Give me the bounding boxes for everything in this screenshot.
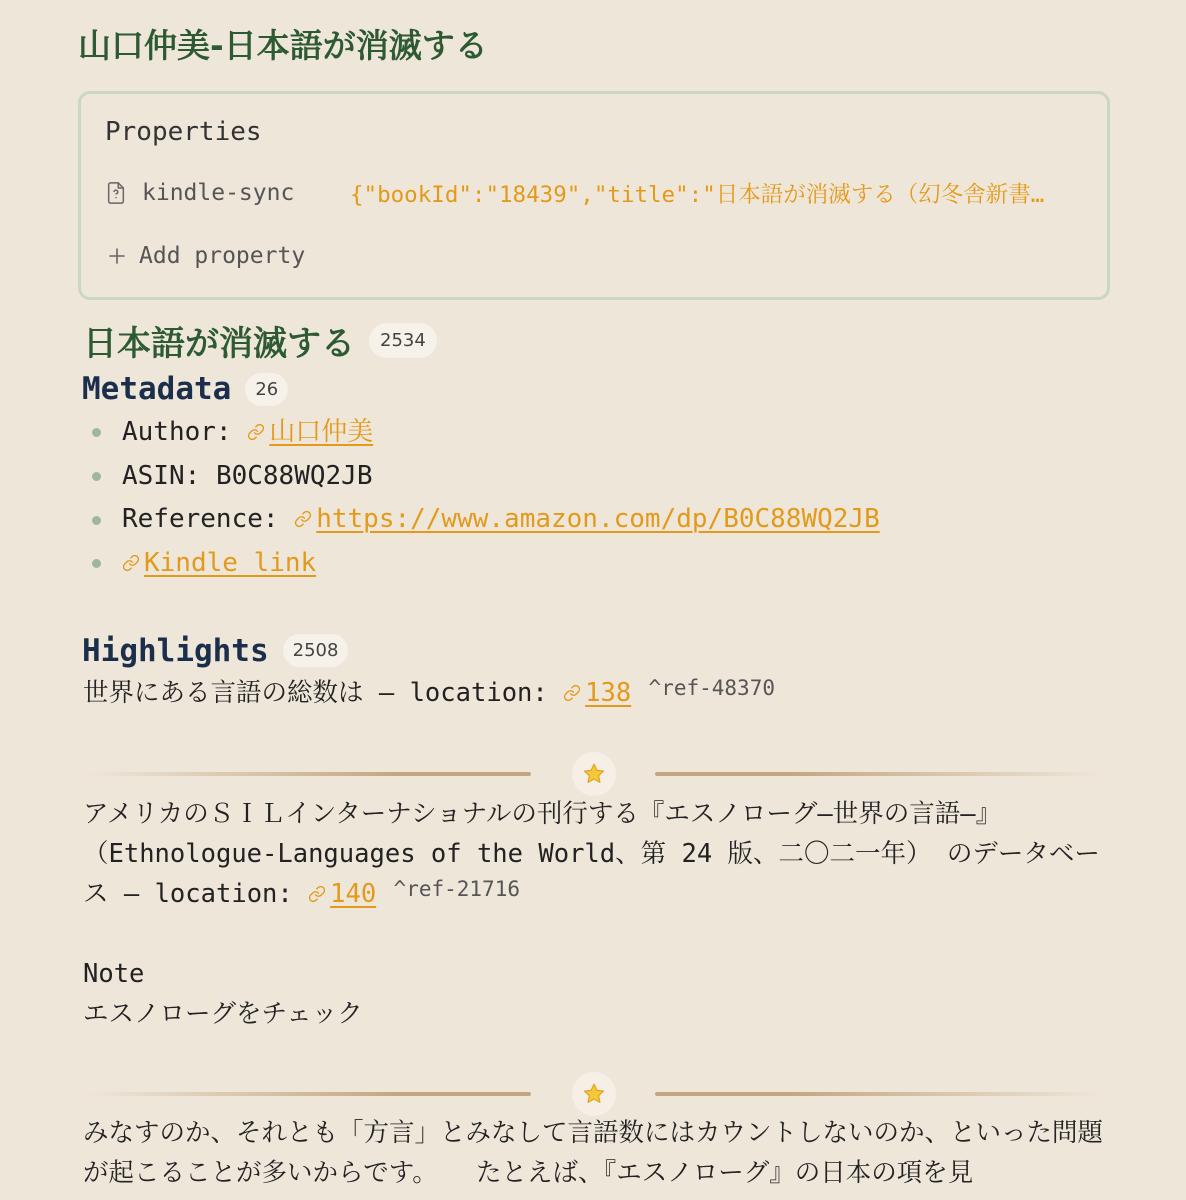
- location-link[interactable]: [563, 678, 631, 708]
- book-heading: [78, 318, 1110, 362]
- block-ref-id: ^ref-48370: [648, 675, 775, 700]
- link-icon: [294, 510, 312, 528]
- metadata-heading-text: Metadata: [82, 371, 232, 407]
- divider-line-right: [655, 1092, 1105, 1096]
- highlight-item: [78, 673, 1109, 714]
- divider-line-left: [85, 1092, 531, 1096]
- star-icon: [572, 1072, 616, 1116]
- reference-label: Reference:: [122, 504, 279, 535]
- list-item-kindle: [78, 542, 1110, 586]
- highlights-heading: [78, 629, 1110, 673]
- location-link[interactable]: [308, 879, 376, 909]
- reference-link-text: https://www.amazon.com/dp/B0C88WQ2JB: [316, 504, 880, 535]
- kindle-link-text: Kindle link: [144, 547, 317, 578]
- metadata-count-badge: 26: [245, 373, 288, 406]
- highlight-divider: [78, 1072, 1110, 1116]
- properties-header[interactable]: Properties: [105, 117, 262, 147]
- link-icon: [308, 885, 326, 903]
- property-row: [105, 175, 1083, 211]
- kindle-link[interactable]: [122, 548, 316, 578]
- divider-line-right: [655, 772, 1105, 776]
- list-item-author: [78, 411, 1110, 455]
- book-heading-text: 日本語が消滅する: [83, 323, 355, 364]
- note-content: [78, 0, 1110, 1193]
- highlight-divider: [78, 752, 1110, 796]
- location-label: — location:: [378, 677, 548, 708]
- block-ref-id: ^ref-21716: [393, 876, 520, 901]
- note-label: Note: [83, 958, 145, 989]
- location-number: 140: [330, 878, 377, 909]
- plus-icon: [107, 246, 127, 266]
- metadata-heading: [78, 367, 1110, 411]
- highlight-item: [78, 794, 1109, 915]
- highlight-text: みなすのか、それとも「方言」とみなして言語数にはカウントしないのか、といった問題が起こることが多いからです。 たとえば、『エスノローグ』の日本の項を見: [83, 1117, 1104, 1188]
- property-key-label: kindle-sync: [142, 180, 295, 206]
- author-link[interactable]: [247, 417, 373, 447]
- note-title[interactable]: 山口仲美-日本語が消滅する: [78, 26, 488, 65]
- heading-count-badge: 2534: [369, 323, 437, 358]
- note-text: エスノローグをチェック: [83, 998, 363, 1029]
- add-property-label: Add property: [139, 243, 306, 269]
- metadata-list: [78, 411, 1110, 586]
- author-label: Author:: [122, 417, 232, 447]
- property-key[interactable]: [105, 180, 350, 206]
- highlight-note: [78, 954, 1109, 1034]
- highlight-text: アメリカのＳＩＬインターナショナルの刊行する『エスノローグ—世界の言語—』（Ethnologue-Languages of the World、第 24 版、二〇二一年） のデータベース: [83, 798, 1100, 909]
- list-item-asin: [78, 455, 1110, 499]
- properties-panel: [78, 91, 1110, 300]
- location-label: — location:: [123, 878, 293, 909]
- file-question-icon: [105, 181, 127, 205]
- star-icon: [572, 752, 616, 796]
- highlight-item: [78, 1113, 1109, 1193]
- highlights-heading-text: Highlights: [82, 632, 269, 669]
- location-number: 138: [585, 677, 632, 708]
- author-link-text: 山口仲美: [269, 417, 374, 447]
- highlight-text: 世界にある言語の総数は: [83, 677, 364, 708]
- asin-label: ASIN:: [122, 460, 201, 491]
- link-icon: [247, 423, 265, 441]
- divider-line-left: [85, 772, 531, 776]
- reference-link[interactable]: [294, 504, 880, 534]
- highlights-count-badge: 2508: [283, 634, 349, 667]
- asin-value: B0C88WQ2JB: [215, 460, 373, 491]
- add-property-button[interactable]: [105, 238, 1083, 274]
- link-icon: [122, 554, 140, 572]
- list-item-reference: [78, 498, 1110, 542]
- link-icon: [563, 684, 581, 702]
- property-value[interactable]: {"bookId":"18439","title":"日本語が消滅する（幻冬舎新書…: [350, 182, 1045, 208]
